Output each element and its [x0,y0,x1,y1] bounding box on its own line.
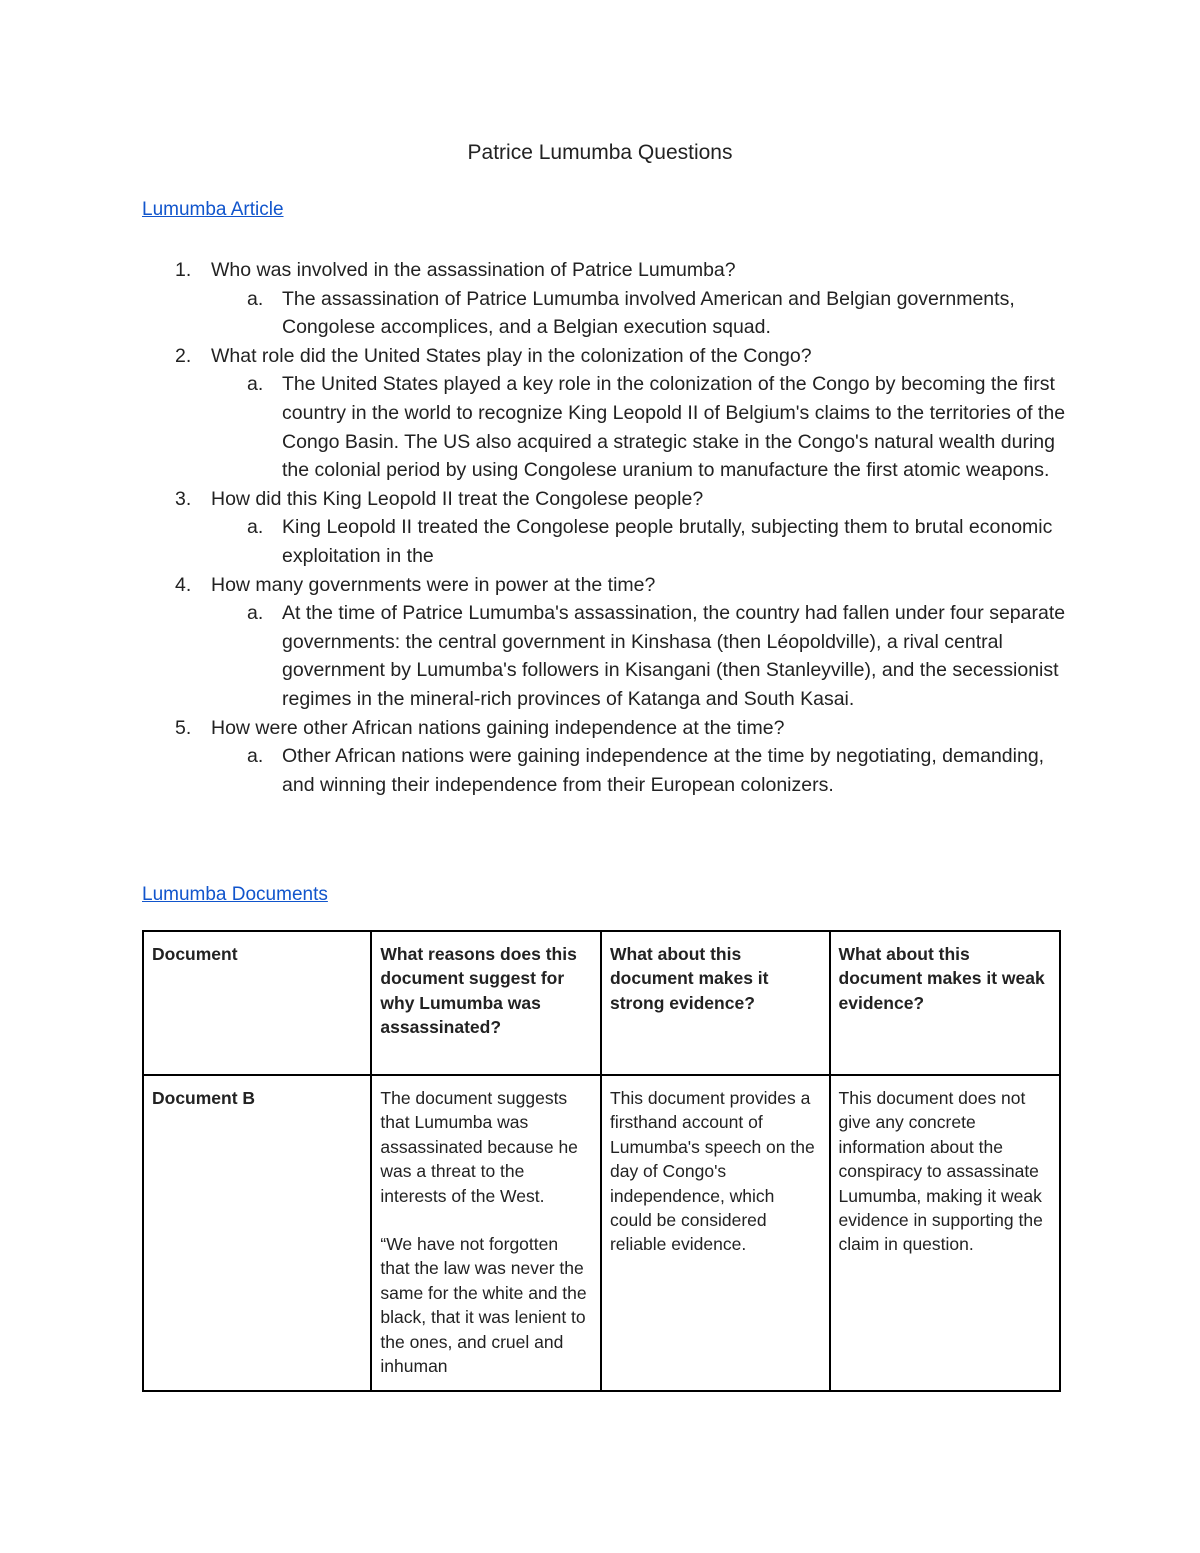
answer-letter: a. [247,602,264,625]
question-item [142,485,1072,514]
reasons-quote: “We have not forgotten that the law was never the same for the white and the black, that it was lenient to the ones, and cruel and inhuman [380,1234,587,1377]
answer-text: The United States played a key role in the colonization of the Congo by becoming the first country in the world to recognize King Leopold II of Belgium's claims to the territories of the Congo Basin. The US also acquired a strategic stake in the Congo's natural wealth during the colonial period by using Congolese uranium to manufacture the first atomic weapons. [282,373,1066,482]
table-header-cell: What reasons does this document suggest for why Lumumba was assassinated? [371,931,601,1075]
questions-list [142,256,1072,799]
question-item [142,714,1072,743]
lumumba-documents-link[interactable]: Lumumba Documents [142,884,328,905]
document-cell: Document B [143,1075,371,1391]
question-text: What role did the United States play in the colonization of the Congo? [211,344,812,367]
answer-text: King Leopold II treated the Congolese people brutally, subjecting them to brutal economic exploitation in the [282,516,1053,567]
reasons-cell [371,1075,601,1391]
strong-evidence-cell: This document provides a firsthand account of Lumumba's speech on the day of Congo's independence, which could be considered reliable evidence. [601,1075,830,1391]
weak-evidence-cell: This document does not give any concrete information about the conspiracy to assassinate Lumumba, making it weak evidence in supporting the claim in question. [830,1075,1060,1391]
question-item [142,256,1072,285]
page-title: Patrice Lumumba Questions [467,141,733,164]
answer-item [142,742,1072,799]
table-row [143,1075,1060,1391]
question-number: 5. [175,716,192,739]
question-item [142,571,1072,600]
question-text: How many governments were in power at the time? [211,573,656,596]
table-header-cell: What about this document makes it strong evidence? [601,931,830,1075]
answer-text: At the time of Patrice Lumumba's assassination, the country had fallen under four separate governments: the central government in Kinshasa (then Léopoldville), a rival central government by Lumumba's followers in Kisangani (then Stanleyville), and the secessionist regimes in the mineral-rich provinces of Katanga and South Kasai. [282,602,1066,710]
question-number: 4. [175,573,192,596]
answer-text: The assassination of Patrice Lumumba involved American and Belgian governments, Congolese accomplices, and a Belgian execution squad. [282,287,1015,339]
answer-item [142,513,1072,570]
table-header-cell: What about this document makes it weak evidence? [830,931,1060,1075]
answer-item [142,370,1072,484]
table-header-cell: Document [143,931,371,1075]
question-number: 3. [175,487,192,510]
answer-item [142,599,1072,713]
answer-text: Other African nations were gaining independence at the time by negotiating, demanding, and winning their independence from their European colonizers. [282,745,1045,796]
question-text: How were other African nations gaining independence at the time? [211,716,785,739]
answer-letter: a. [247,516,264,539]
table-header-row [143,931,1060,1075]
answer-letter: a. [247,745,264,768]
question-number: 2. [175,344,192,367]
answer-letter: a. [247,287,264,310]
lumumba-article-link[interactable]: Lumumba Article [142,199,284,220]
question-item [142,342,1072,371]
answer-letter: a. [247,373,264,396]
question-number: 1. [175,259,192,281]
reasons-text: The document suggests that Lumumba was assassinated because he was a threat to the interests of the West. [380,1088,578,1206]
question-text: How did this King Leopold II treat the Congolese people? [211,487,704,510]
question-text: Who was involved in the assassination of Patrice Lumumba? [211,259,736,281]
answer-item [142,285,1072,342]
documents-table [142,930,1061,1392]
